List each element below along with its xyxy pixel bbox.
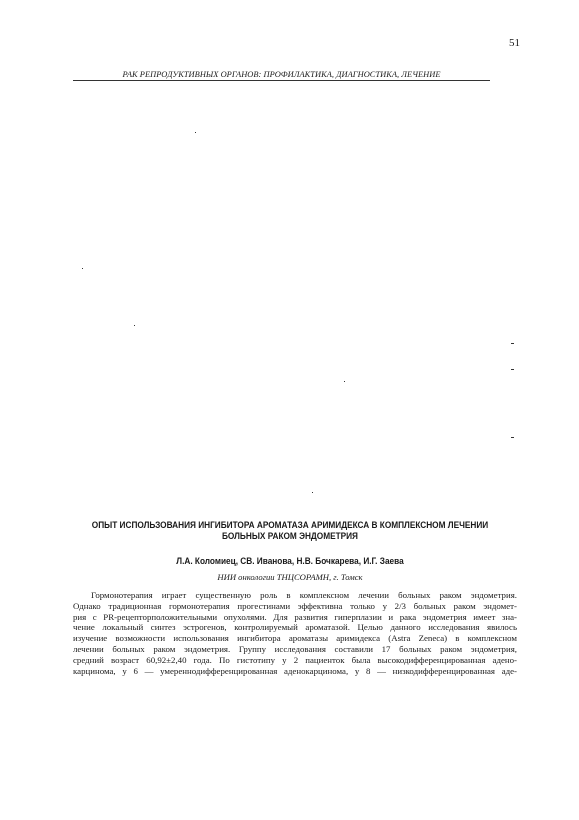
article-title-line: БОЛЬНЫХ РАКОМ ЭНДОМЕТРИЯ — [221, 531, 359, 541]
scan-speck — [82, 268, 83, 269]
body-line: Гормонотерапия играет существенную роль в комплексном лечении больных раком эндометрия. — [91, 590, 517, 600]
article-title-line: ОПЫТ ИСПОЛЬЗОВАНИЯ ИНГИБИТОРА АРОМАТАЗА АРИМИДЕКСА В КОМПЛЕКСНОМ ЛЕЧЕНИИ — [91, 520, 489, 530]
article-authors: Л.А. Коломиец, СВ. Иванова, Н.В. Бочкарева, И.Г. Заева — [176, 556, 404, 566]
body-line: изучение возможности использования ингибитора ароматазы аримидекса (Astra Zeneca) в комплексном — [73, 633, 517, 644]
body-line: лечении больных раком эндометрия. Группу исследования составили 17 больных раком эндометрия, — [73, 643, 517, 654]
running-header: РАК РЕПРОДУКТИВНЫХ ОРГАНОВ: ПРОФИЛАКТИКА, ДИАГНОСТИКА, ЛЕЧЕНИЕ — [122, 70, 441, 79]
scan-speck — [134, 325, 135, 326]
body-line: рия с PR-рецепторположительными опухолями. Для развития гиперплазии и рака эндометрия имеет зна- — [73, 611, 517, 622]
body-line: чение локальный синтез эстрогенов, контролируемый ароматазой. Целью данного исследования явилось — [73, 622, 517, 633]
header-rule — [73, 80, 490, 81]
article-affiliation: НИИ онкологии ТНЦСОРАМН, г. Томск — [217, 572, 363, 582]
body-line: Однако традиционная гормонотерапия прогестинами эффективна только у 2/3 больных раком эндомет- — [73, 600, 517, 611]
article-body — [73, 590, 517, 676]
scan-speck — [511, 369, 514, 370]
page-number: 51 — [509, 37, 520, 49]
scan-speck — [312, 492, 313, 493]
scan-speck — [195, 132, 196, 133]
scan-speck — [511, 437, 514, 438]
scan-speck — [344, 381, 345, 382]
scan-speck — [511, 343, 514, 344]
body-line: карцинома, у 6 — умереннодифференцированная аденокарцинома, у 8 — низкодифференцированная аде- — [73, 665, 517, 676]
article-title — [85, 520, 494, 542]
body-line: средний возраст 60,92±2,40 года. По гистотипу у 2 пациенток была высокодифференцированная адено- — [73, 654, 517, 665]
